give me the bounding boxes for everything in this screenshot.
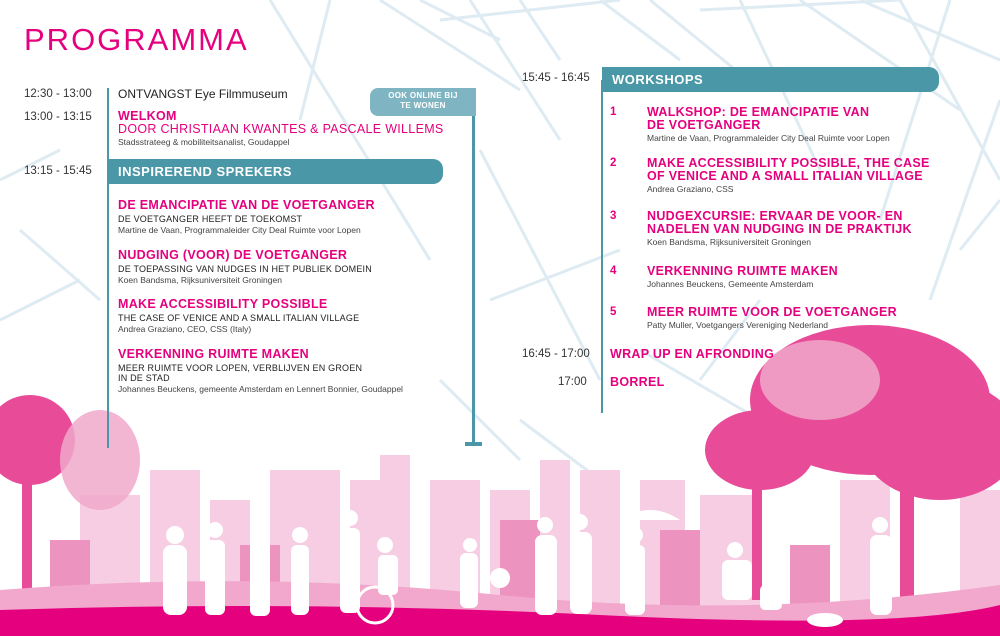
workshop-speaker: Patty Muller, Voetgangers Vereniging Nederland <box>647 320 828 330</box>
time-label: 12:30 - 13:00 <box>24 88 92 100</box>
time-label: 15:45 - 16:45 <box>522 72 590 84</box>
workshop-speaker: Johannes Beuckens, Gemeente Amsterdam <box>647 279 814 289</box>
time-label: 16:45 - 17:00 <box>522 348 590 360</box>
time-label: 13:00 - 13:15 <box>24 111 92 123</box>
time-label: 17:00 <box>558 376 587 388</box>
talk-item <box>118 249 478 285</box>
talk-subtitle: MEER RUIMTE VOOR LOPEN, VERBLIJVEN EN GROEN <box>118 363 363 373</box>
talk-speaker: Koen Bandsma, Rijksuniversiteit Groningen <box>118 275 282 285</box>
section-bar-workshops: WORKSHOPS <box>602 67 939 92</box>
talk-title: VERKENNING RUIMTE MAKEN <box>118 347 309 361</box>
workshop-number: 1 <box>610 106 617 118</box>
workshop-number: 2 <box>610 157 617 169</box>
welcome-heading: WELKOM <box>118 109 177 123</box>
talk-item <box>118 199 478 235</box>
workshop-speaker: Andrea Graziano, CSS <box>647 184 734 194</box>
online-badge-line: OOK ONLINE BIJ <box>388 91 458 100</box>
workshop-title: NUDGEXCURSIE: ERVAAR DE VOOR- EN <box>647 209 903 223</box>
talk-subtitle: DE VOETGANGER HEEFT DE TOEKOMST <box>118 214 303 224</box>
closing-item: WRAP UP EN AFRONDING <box>610 347 775 361</box>
workshop-number: 5 <box>610 306 617 318</box>
page-title: PROGRAMMA <box>24 22 249 57</box>
online-badge-line: TE WONEN <box>400 101 446 110</box>
talk-speaker: Andrea Graziano, CEO, CSS (Italy) <box>118 324 252 334</box>
talk-subtitle: IN DE STAD <box>118 373 170 383</box>
workshop-title: NADELEN VAN NUDGING IN DE PRAKTIJK <box>647 222 912 236</box>
talk-item <box>118 348 478 394</box>
section-bar-speakers: INSPIREREND SPREKERS <box>108 159 443 184</box>
time-label: 13:15 - 15:45 <box>24 165 92 177</box>
talk-title: MAKE ACCESSIBILITY POSSIBLE <box>118 297 328 311</box>
workshop-title: MAKE ACCESSIBILITY POSSIBLE, THE CASE <box>647 156 930 170</box>
talk-speaker: Johannes Beuckens, gemeente Amsterdam en Lennert Bonnier, Goudappel <box>118 384 403 394</box>
closing-item: BORREL <box>610 375 665 389</box>
talk-title: NUDGING (VOOR) DE VOETGANGER <box>118 248 348 262</box>
welcome-desc: Stadsstrateeg & mobiliteitsanalist, Goudappel <box>118 137 290 147</box>
workshop-speaker: Koen Bandsma, Rijksuniversiteit Groningen <box>647 237 811 247</box>
reception-text: ONTVANGST Eye Filmmuseum <box>118 87 288 101</box>
workshop-item <box>610 306 950 330</box>
workshop-item <box>610 106 950 143</box>
welcome-hosts: DOOR CHRISTIAAN KWANTES & PASCALE WILLEMS <box>118 122 444 136</box>
workshop-title: VERKENNING RUIMTE MAKEN <box>647 264 838 278</box>
workshop-title: OF VENICE AND A SMALL ITALIAN VILLAGE <box>647 169 923 183</box>
talk-speaker: Martine de Vaan, Programmaleider City Deal Ruimte voor Lopen <box>118 225 361 235</box>
talk-subtitle: DE TOEPASSING VAN NUDGES IN HET PUBLIEK DOMEIN <box>118 264 372 274</box>
online-badge <box>370 88 476 116</box>
workshop-title: WALKSHOP: DE EMANCIPATIE VAN <box>647 105 870 119</box>
line-end-cap <box>465 442 482 446</box>
talk-subtitle: THE CASE OF VENICE AND A SMALL ITALIAN VILLAGE <box>118 313 360 323</box>
workshop-item <box>610 265 950 289</box>
workshop-speaker: Martine de Vaan, Programmaleider City Deal Ruimte voor Lopen <box>647 133 890 143</box>
workshop-item <box>610 210 950 247</box>
workshop-number: 4 <box>610 265 617 277</box>
workshop-item <box>610 157 950 194</box>
workshop-title: DE VOETGANGER <box>647 118 761 132</box>
right-timeline-line <box>601 80 603 413</box>
workshop-title: MEER RUIMTE VOOR DE VOETGANGER <box>647 305 897 319</box>
talk-item <box>118 298 478 334</box>
left-timeline-line <box>107 88 109 448</box>
workshop-number: 3 <box>610 210 617 222</box>
talk-title: DE EMANCIPATIE VAN DE VOETGANGER <box>118 198 375 212</box>
